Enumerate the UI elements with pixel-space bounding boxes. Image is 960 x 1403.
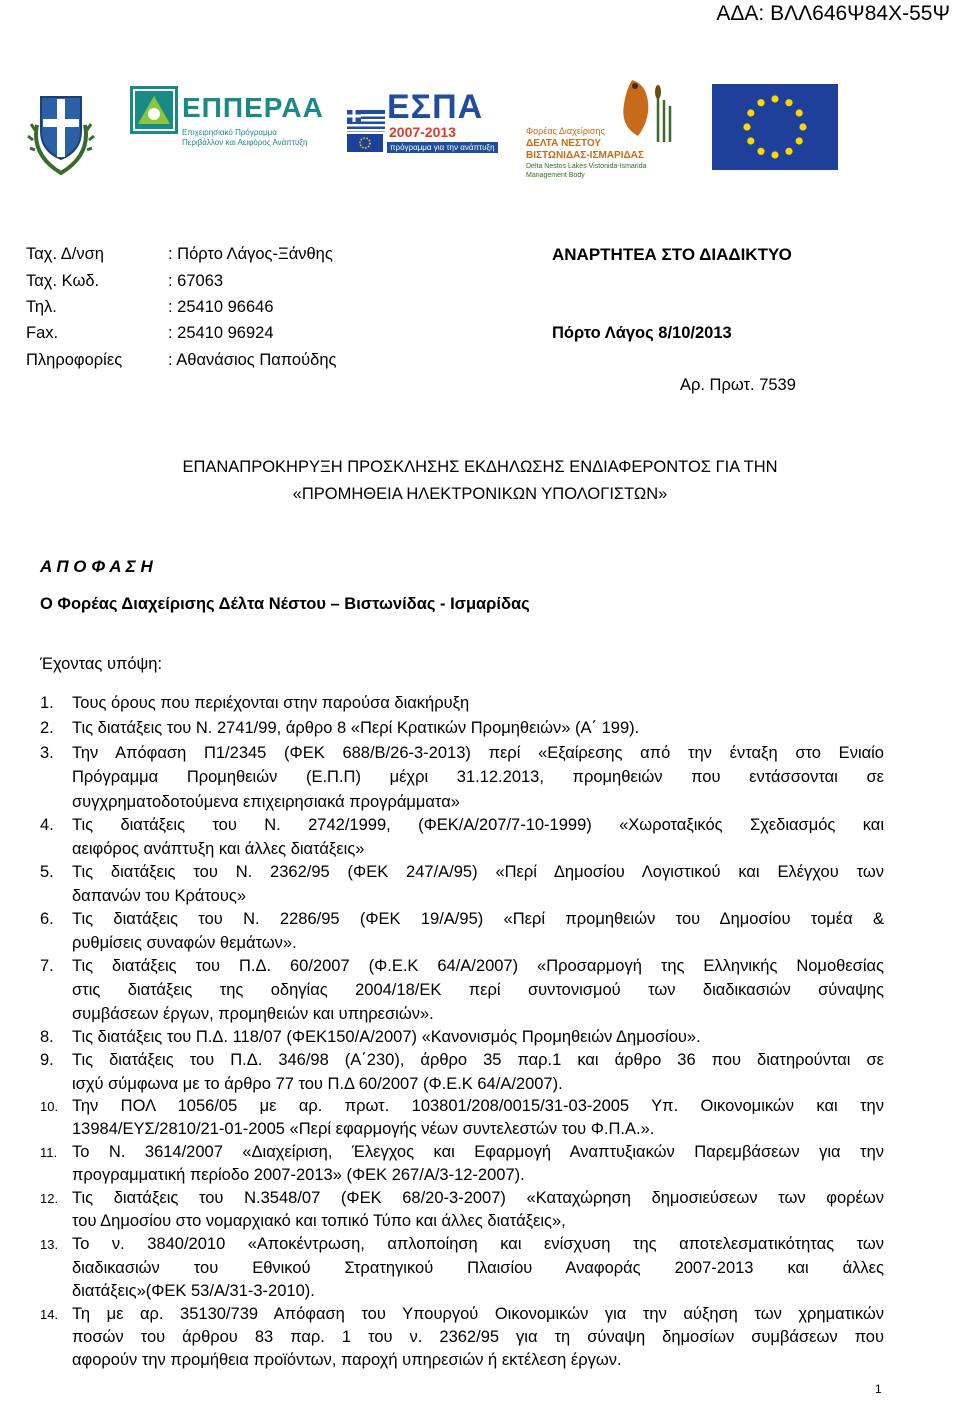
list-item-text: Τις διατάξεις του Ν.3548/07 (ΦΕΚ 68/20-3-2007) «Καταχώρηση δημοσιεύσεων των φορέων [72,1189,884,1207]
list-item-text: Τις διατάξεις του Ν. 2286/95 (ΦΕΚ 19/Α/95) «Περί προμηθειών του Δημοσίου τομέα & [72,910,884,928]
list-item-number: 8. [40,1028,54,1046]
list-item-text: ποσών του άρθρου 83 παρ. 1 του ν. 2362/95 για τη σύναψη δημοσίων συμβάσεων που [72,1328,884,1346]
list-item-text: 13984/ΕΥΣ/2810/21-01-2005 «Περί εφαρμογής νέων συντελεστών του Φ.Π.Α.». [72,1120,655,1138]
bird-reeds-icon [604,72,674,142]
espa-subtitle: πρόγραμμα για την ανάπτυξη [387,142,498,153]
list-item-text: διατάξεις»(ΦΕΚ 53/Α/31-3-2010). [72,1282,315,1300]
delta-nestos-management-body-logo [524,72,676,184]
greek-coat-of-arms-logo [27,85,95,177]
decision-heading: Α Π Ο Φ Α Σ Η [40,557,153,576]
list-item-text: αφορούν την προμήθεια προϊόντων, παροχή υπηρεσιών ή εκτέλεση έργων. [72,1351,622,1369]
list-item-text: Τις διατάξεις του Ν. 2741/99, άρθρο 8 «Περί Κρατικών Προμηθειών» (Α΄ 199). [72,719,640,737]
espa-years: 2007-2013 [389,124,456,140]
list-item-text: Τις διατάξεις του Π.Δ. 60/2007 (Φ.Ε.Κ 64/Α/2007) «Προσαρμογή της Ελληνικής Νομοθεσίας [72,957,884,975]
list-item-number: 14. [40,1307,59,1322]
list-item-number: 10. [40,1099,59,1114]
list-item-number: 9. [40,1051,54,1069]
list-item-text: του Δημοσίου στο νομαρχιακό και τοπικό Τύπο και άλλες διατάξεις», [72,1212,566,1230]
list-item-text: Τις διατάξεις του Ν. 2742/1999, (ΦΕΚ/Α/207/7-10-1999) «Χωροταξικός Σχεδιασμός και [72,816,884,834]
title-line-1: ΕΠΑΝΑΠΡΟΚΗΡΥΞΗ ΠΡΟΣΚΛΗΣΗΣ ΕΚΔΗΛΩΣΗΣ ΕΝΔΙΑΦΕΡΟΝΤΟΣ ΓΙΑ ΤΗΝ [182,458,778,476]
delta-line-2: ΔΕΛΤΑ ΝΕΣΤΟΥ [526,138,602,149]
phone-label: Τηλ. [26,298,57,316]
list-item-text: διαδικασιών του Εθνικού Στρατηγικού Πλαισίου Αναφοράς 2007-2013 και άλλες [72,1259,884,1277]
epperaa-title: ΕΠΠΕΡΑΑ [182,92,324,123]
list-item-text: ισχύ σύμφωνα με το άρθρο 77 του Π.Δ 60/2007 (Φ.Ε.Κ 64/Α/2007). [72,1075,563,1093]
list-item-text: Το ν. 3840/2010 «Αποκέντρωση, απλοποίηση και ενίσχυση της αποτελεσματικότητας των [72,1235,884,1253]
zip-value: : 67063 [168,272,224,290]
list-item-text: Τις διατάξεις του Π.Δ. 346/98 (Α΄230), άρθρο 35 παρ.1 και άρθρο 36 που διατηρούνται σε [72,1051,884,1069]
ada-code: ΑΔΑ: ΒΛΛ646Ψ84Χ-55Ψ [716,2,950,25]
page-number: 1 [875,1382,882,1396]
eu-flag-small-icon [347,134,383,152]
zip-label: Ταχ. Κωδ. [26,272,100,290]
list-item-number: 6. [40,910,54,928]
list-item-number: 11. [40,1145,58,1160]
list-item-text: Το Ν. 3614/2007 «Διαχείριση, Έλεγχος και Εφαρμογή Αναπτυξιακών Παρεμβάσεων για την [72,1143,884,1161]
list-item-text: Πρόγραμμα Προμηθειών (Ε.Π.Π) μέχρι 31.12.2013, προμηθειών που εντάσσονται σε [72,768,884,786]
list-item-text: Τις διατάξεις του Ν. 2362/95 (ΦΕΚ 247/Α/95) «Περί Δημοσίου Λογιστικού και Ελέγχου των [72,863,884,881]
delta-line-1: Φορέας Διαχείρισης [526,126,605,136]
list-item-number: 4. [40,816,54,834]
list-item-text: αειφόρος ανάπτυξη και άλλες διατάξεις» [72,840,365,858]
phone-value: : 25410 96646 [168,298,274,316]
considering-heading: Έχοντας υπόψη: [40,655,163,673]
epperaa-subtitle-1: Επιχειρησιακό Πρόγραμμα [182,128,277,137]
list-item-text: Την Απόφαση Π1/2345 (ΦΕΚ 688/Β/26-3-2013) περί «Εξαίρεσης από την ένταξη στο Ενιαίο [72,744,884,762]
fax-label: Fax. [26,324,59,342]
title-line-2: «ΠΡΟΜΗΘΕΙΑ ΗΛΕΚΤΡΟΝΙΚΩΝ ΥΠΟΛΟΓΙΣΤΩΝ» [292,485,668,503]
delta-line-4: Delta Nestos Lakes Vistonida-Ismarida [526,163,647,170]
eu-flag-logo [712,84,838,170]
list-item-number: 12. [40,1191,59,1206]
address-label: Ταχ. Δ/νση [26,245,104,263]
list-item-text: συγχρηματοδοτούμενα επιχειρησιακά προγράμματα» [72,793,460,811]
epperaa-logo [128,84,324,166]
list-item-number: 13. [40,1237,59,1252]
epperaa-subtitle-2: Περιβάλλον και Αειφόρος Ανάπτυξη [182,138,308,147]
espa-logo [345,88,497,154]
document-date: Πόρτο Λάγος 8/10/2013 [552,324,732,342]
list-item-text: Τις διατάξεις του Π.Δ. 118/07 (ΦΕΚ150/Α/2007) «Κανονισμός Προμηθειών Δημοσίου». [72,1028,701,1046]
issuing-body: Ο Φορέας Διαχείρισης Δέλτα Νέστου – Βιστωνίδας - Ισμαρίδας [40,595,530,613]
list-item-text: Τους όρους που περιέχονται στην παρούσα διακήρυξη [72,694,470,712]
list-item-text: συμβάσεων έργων, προμηθειών και υπηρεσιών». [72,1005,434,1023]
greek-flag-icon [347,110,385,132]
list-item-number: 7. [40,957,54,975]
delta-line-3: ΒΙΣΤΩΝΙΔΑΣ-ΙΣΜΑΡΙΔΑΣ [526,150,644,161]
list-item-text: Τη με αρ. 35130/739 Απόφαση του Υπουργού Οικονομικών για την αύξηση των χρηματικών [72,1305,884,1323]
address-value: : Πόρτο Λάγος-Ξάνθης [168,245,333,263]
espa-title: ΕΣΠΑ [387,88,484,126]
list-item-number: 5. [40,863,54,881]
list-item-number: 1. [40,694,54,712]
list-item-text: στις διατάξεις της οδηγίας 2004/18/ΕΚ περί συντονισμού των διαδικασιών σύναψης [72,981,884,999]
list-item-text: ρυθμίσεις συναφών θεμάτων». [72,934,297,952]
delta-line-5: Management Body [526,172,585,179]
info-label: Πληροφορίες [26,351,123,369]
list-item-text: προγραμματική περίοδο 2007-2013» (ΦΕΚ 267/Α/3-12-2007). [72,1166,525,1184]
list-item-number: 3. [40,744,54,762]
list-item-text: Την ΠΟΛ 1056/05 με αρ. πρωτ. 103801/208/0015/31-03-2005 Υπ. Οικονομικών και την [72,1097,884,1115]
protocol-number: Αρ. Πρωτ. 7539 [680,376,796,394]
list-item-text: δαπανών του Κράτους» [72,887,246,905]
list-item-number: 2. [40,719,54,737]
posted-online-notice: ΑΝΑΡΤΗΤΕΑ ΣΤΟ ΔΙΑΔΙΚΤΥΟ [552,245,792,264]
info-value: : Αθανάσιος Παπούδης [168,351,337,369]
fax-value: : 25410 96924 [168,324,274,342]
